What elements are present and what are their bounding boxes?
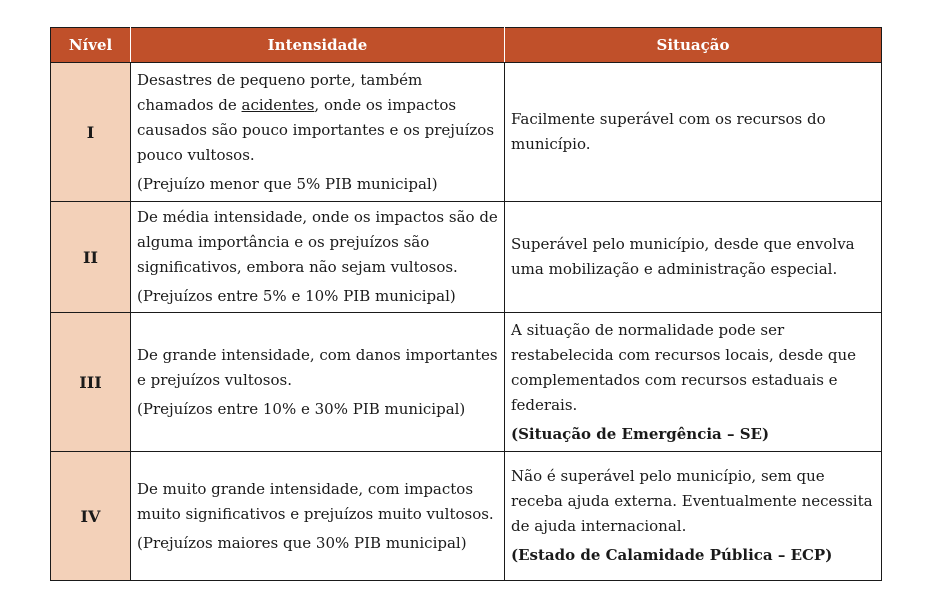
- level-cell: III: [51, 313, 131, 452]
- intensity-cell: [131, 202, 505, 313]
- loss-note: (Prejuízo menor que 5% PIB municipal): [137, 174, 438, 193]
- loss-note: (Prejuízos entre 10% e 30% PIB municipal): [137, 399, 466, 418]
- situation-cell: [505, 63, 882, 202]
- level-cell: II: [51, 202, 131, 313]
- disaster-classification-table: [50, 27, 882, 581]
- header-situation: Situação: [505, 28, 882, 63]
- intensity-text: Desastres de pequeno porte, também chamados de: [137, 70, 423, 114]
- intensity-text-suffix: , onde os impactos causados são pouco importantes e os prejuízos pouco vultosos.: [137, 95, 495, 164]
- intensity-underlined-term: acidentes: [241, 95, 315, 114]
- intensity-cell: [131, 313, 505, 452]
- situation-text: Superável pelo município, desde que envolva uma mobilização e administração especial.: [511, 235, 855, 278]
- header-row: [51, 28, 882, 63]
- situation-cell: [505, 452, 882, 581]
- disaster-classification-table-wrapper: [50, 27, 881, 581]
- table-row: [51, 202, 882, 313]
- situation-cell: [505, 202, 882, 313]
- level-cell: IV: [51, 452, 131, 581]
- intensity-text: De média intensidade, onde os impactos são de alguma importância e os prejuízos são significativos, embora não sejam vultosos.: [137, 208, 498, 276]
- situation-text: Facilmente superável com os recursos do município.: [511, 110, 826, 153]
- loss-note: (Prejuízos maiores que 30% PIB municipal): [137, 533, 467, 552]
- table-row: [51, 452, 882, 581]
- intensity-text: De muito grande intensidade, com impactos muito significativos e prejuízos muito vultosos.: [137, 479, 494, 523]
- situation-text: Não é superável pelo município, sem que receba ajuda externa. Eventualmente necessita de ajuda internacional.: [511, 467, 873, 535]
- situation-text: A situação de normalidade pode ser restabelecida com recursos locais, desde que complementados com recursos estaduais e federais.: [511, 320, 857, 414]
- level-cell: I: [51, 63, 131, 202]
- intensity-cell: [131, 452, 505, 581]
- table-row: [51, 63, 882, 202]
- situation-cell: [505, 313, 882, 452]
- table-row: [51, 313, 882, 452]
- situation-label: (Estado de Calamidade Pública – ECP): [511, 546, 833, 564]
- situation-label: (Situação de Emergência – SE): [511, 424, 770, 443]
- intensity-cell: [131, 63, 505, 202]
- header-intensity: Intensidade: [131, 28, 505, 63]
- intensity-text: De grande intensidade, com danos importantes e prejuízos vultosos.: [137, 345, 498, 389]
- intensity-description: [137, 68, 498, 168]
- header-level: Nível: [51, 28, 131, 63]
- loss-note: (Prejuízos entre 5% e 10% PIB municipal): [137, 287, 456, 305]
